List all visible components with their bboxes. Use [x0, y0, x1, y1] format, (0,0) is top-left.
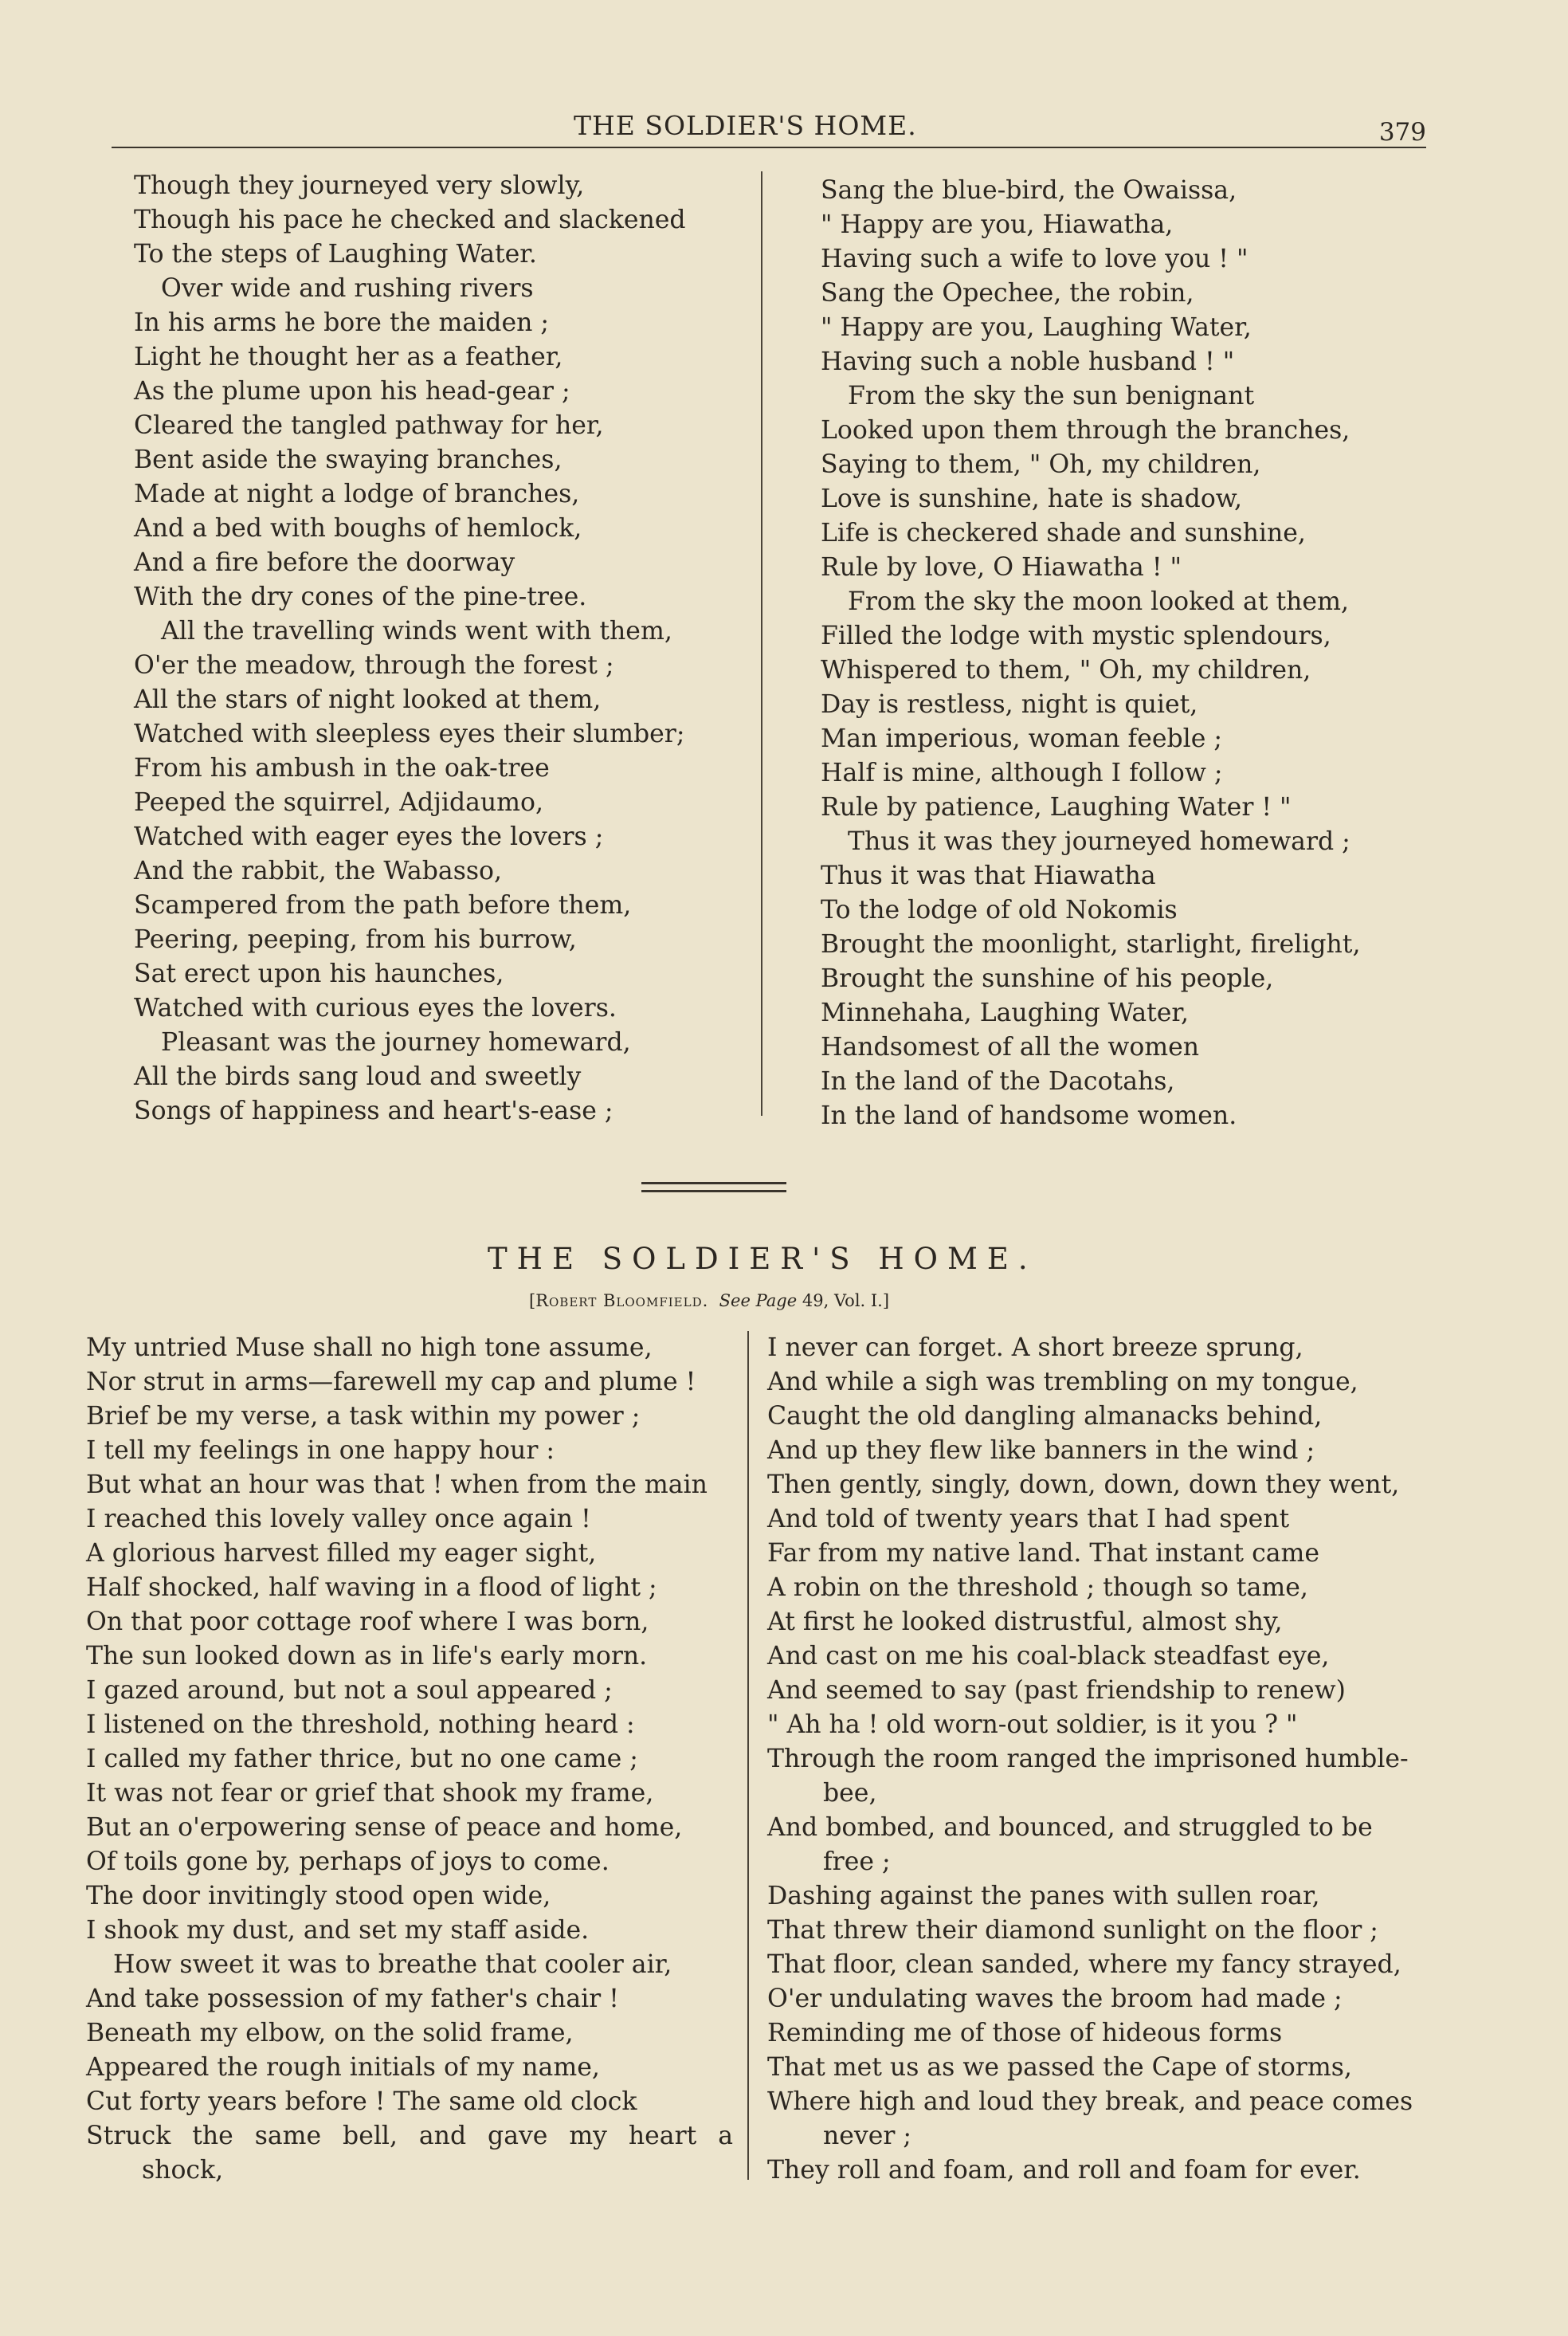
- poem-line: In the land of the Dacotahs,: [821, 1067, 1175, 1096]
- attribution-open-bracket: [: [529, 1291, 536, 1310]
- poem-line: Day is restless, night is quiet,: [821, 690, 1198, 719]
- poem-line: Cleared the tangled pathway for her,: [134, 411, 604, 440]
- poem-line: Then gently, singly, down, down, down they went,: [767, 1470, 1400, 1499]
- poem-line: Though his pace he checked and slackened: [134, 206, 686, 234]
- poem-line: I listened on the threshold, nothing heard :: [86, 1710, 635, 1739]
- poem-line: In his arms he bore the maiden ;: [134, 308, 549, 337]
- poem-line: And while a sigh was trembling on my tongue,: [767, 1368, 1358, 1396]
- poem-line: I shook my dust, and set my staff aside.: [86, 1916, 590, 1945]
- poem-line: Sat erect upon his haunches,: [134, 960, 504, 988]
- poem-line: Where high and loud they break, and peace comes: [767, 2087, 1413, 2116]
- poem-line: From his ambush in the oak-tree: [134, 754, 550, 783]
- poem-line: And up they flew like banners in the wind ;: [767, 1436, 1315, 1465]
- poem-line: Bent aside the swaying branches,: [134, 446, 563, 474]
- poem-line: And the rabbit, the Wabasso,: [134, 857, 503, 885]
- poem1-left-column: [134, 169, 686, 1129]
- poem-line: Made at night a lodge of branches,: [134, 480, 580, 508]
- poem-line: " Happy are you, Laughing Water,: [821, 313, 1252, 342]
- poem-line: And bombed, and bounced, and struggled to be: [767, 1813, 1373, 1842]
- poem-line: Dashing against the panes with sullen roar,: [767, 1882, 1320, 1910]
- poem-line: To the steps of Laughing Water.: [134, 240, 537, 269]
- word: my: [569, 2122, 607, 2150]
- word: a: [718, 2122, 733, 2150]
- poem-line: Man imperious, woman feeble ;: [821, 724, 1222, 753]
- poem-line: All the birds sang loud and sweetly: [134, 1062, 582, 1091]
- attribution: [529, 1291, 889, 1310]
- poem-line: Having such a wife to love you ! ": [821, 245, 1249, 273]
- poem-line: And told of twenty years that I had spent: [767, 1505, 1290, 1533]
- poem-line: Scampered from the path before them,: [134, 891, 632, 920]
- poem-line: Thus it was they journeyed homeward ;: [848, 827, 1350, 856]
- word: bell,: [343, 2122, 398, 2150]
- poem-line: And take possession of my father's chair !: [86, 1985, 619, 2013]
- poem-line: Nor strut in arms—farewell my cap and plume !: [86, 1368, 696, 1396]
- word: Struck: [86, 2122, 171, 2150]
- poem-line: They roll and foam, and roll and foam for ever.: [767, 2156, 1361, 2185]
- attribution-author: Robert Bloomfield.: [535, 1291, 709, 1310]
- poem-line: With the dry cones of the pine-tree.: [134, 583, 587, 611]
- poem-line: Caught the old dangling almanacks behind,: [767, 1402, 1323, 1431]
- poem-line: That floor, clean sanded, where my fancy strayed,: [767, 1950, 1401, 1979]
- poem-line: Songs of happiness and heart's-ease ;: [134, 1097, 613, 1125]
- poem-line: Watched with curious eyes the lovers.: [134, 994, 617, 1023]
- poem-line: I gazed around, but not a soul appeared ;: [86, 1676, 613, 1705]
- poem-line: bee,: [823, 1779, 877, 1808]
- column-divider: [747, 1331, 749, 2180]
- poem-line: Whispered to them, " Oh, my children,: [821, 656, 1311, 685]
- poem-line: On that poor cottage roof where I was born,: [86, 1608, 649, 1636]
- page-header: [112, 110, 1426, 148]
- poem-line: Over wide and rushing rivers: [161, 274, 534, 303]
- poem-line: A glorious harvest filled my eager sight,: [86, 1539, 597, 1568]
- poem-line: And a bed with boughs of hemlock,: [134, 514, 582, 543]
- poem-line: And a fire before the doorway: [134, 548, 515, 577]
- poem-line-continuation: shock,: [142, 2156, 224, 2185]
- poem-line: Peeped the squirrel, Adjidaumo,: [134, 788, 544, 817]
- justified-line: [86, 2119, 733, 2153]
- poem-line: That threw their diamond sunlight on the floor ;: [767, 1916, 1378, 1945]
- poem-line: free ;: [823, 1847, 891, 1876]
- word: same: [254, 2122, 322, 2150]
- poem-line: All the stars of night looked at them,: [134, 685, 602, 714]
- poem-line: I called my father thrice, but no one came ;: [86, 1745, 638, 1773]
- word: heart: [628, 2122, 697, 2150]
- poem-line: Light he thought her as a feather,: [134, 343, 563, 371]
- poem-line: Appeared the rough initials of my name,: [86, 2053, 600, 2082]
- poem2-right-column: [767, 1331, 1413, 2188]
- section-separator-rule: [641, 1182, 786, 1184]
- poem-line: Of toils gone by, perhaps of joys to come.: [86, 1847, 610, 1876]
- poem1-right-column: [821, 174, 1360, 1133]
- poem-line: I never can forget. A short breeze sprung,: [767, 1333, 1303, 1362]
- word: the: [192, 2122, 233, 2150]
- poem-line: Brief be my verse, a task within my power ;: [86, 1402, 641, 1431]
- poem-line: Rule by love, O Hiawatha ! ": [821, 553, 1182, 582]
- poem-line: O'er undulating waves the broom had made ;: [767, 1985, 1343, 2013]
- attribution-close-bracket: ]: [882, 1291, 890, 1310]
- poem-line: Thus it was that Hiawatha: [821, 862, 1156, 890]
- poem-line: My untried Muse shall no high tone assume,: [86, 1333, 653, 1362]
- poem-line: never ;: [823, 2122, 912, 2150]
- poem-line: Handsomest of all the women: [821, 1033, 1200, 1062]
- word: gave: [488, 2122, 548, 2150]
- poem-line: Life is checkered shade and sunshine,: [821, 519, 1306, 548]
- poem-line: From the sky the sun benignant: [848, 382, 1255, 410]
- poem-line: Love is sunshine, hate is shadow,: [821, 485, 1243, 513]
- poem-line: Filled the lodge with mystic splendours,: [821, 622, 1331, 650]
- poem-line: How sweet it was to breathe that cooler air,: [113, 1950, 672, 1979]
- poem2-left-lines: [86, 1331, 733, 2119]
- poem2-left-column: [86, 1331, 733, 2188]
- poem-line: Saying to them, " Oh, my children,: [821, 450, 1261, 479]
- poem-line: Sang the blue-bird, the Owaissa,: [821, 176, 1237, 205]
- poem-line: Beneath my elbow, on the solid frame,: [86, 2019, 574, 2047]
- poem-line: In the land of handsome women.: [821, 1101, 1237, 1130]
- poem-line: Brought the sunshine of his people,: [821, 964, 1274, 993]
- page-number: 379: [1378, 118, 1426, 147]
- poem-line: Cut forty years before ! The same old clock: [86, 2087, 637, 2116]
- poem-line: And seemed to say (past friendship to renew): [767, 1676, 1346, 1705]
- section-title: THE SOLDIER'S HOME.: [488, 1242, 1037, 1276]
- poem-line: Half is mine, although I follow ;: [821, 759, 1223, 787]
- attribution-volume: Vol. I.: [833, 1291, 883, 1310]
- poem-line: Rule by patience, Laughing Water ! ": [821, 793, 1292, 822]
- poem-line: The sun looked down as in life's early morn.: [86, 1642, 648, 1671]
- header-rule: [112, 147, 1426, 148]
- poem-line: " Happy are you, Hiawatha,: [821, 210, 1174, 239]
- poem-line: Half shocked, half waving in a flood of light ;: [86, 1573, 657, 1602]
- poem-line: At first he looked distrustful, almost shy,: [767, 1608, 1283, 1636]
- poem-line: Looked upon them through the branches,: [821, 416, 1350, 445]
- poem-line: Reminding me of those of hideous forms: [767, 2019, 1283, 2047]
- poem-line: O'er the meadow, through the forest ;: [134, 651, 614, 680]
- attribution-see: See Page: [719, 1291, 798, 1310]
- poem-line: Far from my native land. That instant came: [767, 1539, 1319, 1568]
- poem-line: A robin on the threshold ; though so tame,: [767, 1573, 1308, 1602]
- poem-line: Sang the Opechee, the robin,: [821, 279, 1194, 308]
- poem-line: It was not fear or grief that shook my frame,: [86, 1779, 654, 1808]
- poem-line: Watched with eager eyes the lovers ;: [134, 823, 604, 851]
- poem-line: All the travelling winds went with them,: [161, 617, 672, 646]
- poem-line: I tell my feelings in one happy hour :: [86, 1436, 555, 1465]
- poem-line: As the plume upon his head-gear ;: [134, 377, 570, 406]
- poem-line: Pleasant was the journey homeward,: [161, 1028, 631, 1057]
- poem-line: But what an hour was that ! when from the main: [86, 1470, 708, 1499]
- poem-line: The door invitingly stood open wide,: [86, 1882, 551, 1910]
- poem-line: To the lodge of old Nokomis: [821, 896, 1178, 925]
- poem-line: Though they journeyed very slowly,: [134, 171, 585, 200]
- poem-line: Peering, peeping, from his burrow,: [134, 925, 577, 954]
- poem-line: I reached this lovely valley once again !: [86, 1505, 591, 1533]
- poem-line: Brought the moonlight, starlight, firelight,: [821, 930, 1361, 959]
- attribution-page: 49,: [802, 1291, 829, 1310]
- running-title: THE SOLDIER'S HOME.: [574, 110, 917, 141]
- poem-line: And cast on me his coal-black steadfast eye,: [767, 1642, 1330, 1671]
- poem-line: From the sky the moon looked at them,: [848, 587, 1349, 616]
- column-divider: [761, 171, 762, 1116]
- poem-line: Minnehaha, Laughing Water,: [821, 999, 1190, 1027]
- poem-line: Through the room ranged the imprisoned humble-: [767, 1745, 1409, 1773]
- word: and: [418, 2122, 467, 2150]
- poem-line: " Ah ha ! old worn-out soldier, is it you ? ": [767, 1710, 1298, 1739]
- poem-line: Having such a noble husband ! ": [821, 347, 1235, 376]
- poem-line: Watched with sleepless eyes their slumber;: [134, 720, 685, 748]
- poem-line: That met us as we passed the Cape of storms,: [767, 2053, 1352, 2082]
- poem-line: But an o'erpowering sense of peace and home,: [86, 1813, 683, 1842]
- section-separator-rule: [641, 1190, 786, 1192]
